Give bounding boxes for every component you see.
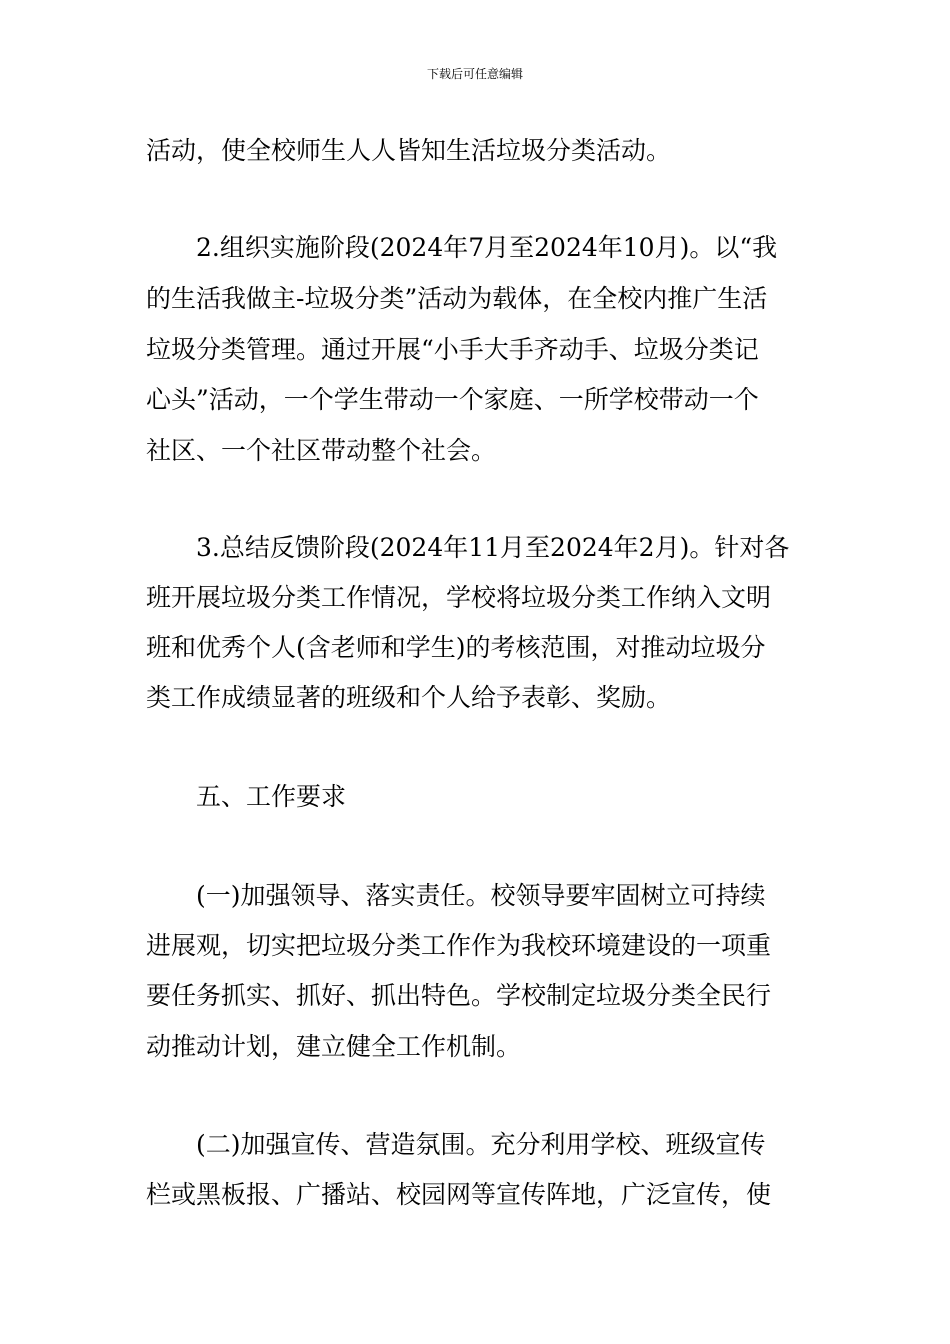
body-line: 类工作成绩显著的班级和个人给予表彰、奖励。 xyxy=(146,683,672,712)
body-line: 社区、一个社区带动整个社会。 xyxy=(146,436,497,465)
body-line: 班和优秀个人(含老师和学生)的考核范围，对推动垃圾分 xyxy=(146,633,766,662)
body-line: 垃圾分类管理。通过开展“小手大手齐动手、垃圾分类记 xyxy=(146,335,759,364)
header-note: 下载后可任意编辑 xyxy=(426,67,523,81)
body-line: 心头”活动，一个学生带动一个家庭、一所学校带动一个 xyxy=(146,385,759,414)
body-line: 3.总结反馈阶段(2024年11月至2024年2月)。针对各 xyxy=(196,533,790,562)
section-heading: 五、工作要求 xyxy=(196,782,347,811)
body-line: 进展观，切实把垃圾分类工作作为我校环境建设的一项重 xyxy=(146,931,772,960)
body-line: (二)加强宣传、营造氛围。充分利用学校、班级宣传 xyxy=(196,1130,766,1159)
body-line: 要任务抓实、抓好、抓出特色。学校制定垃圾分类全民行 xyxy=(146,981,772,1010)
body-line: 栏或黑板报、广播站、校园网等宣传阵地，广泛宣传，使 xyxy=(146,1180,772,1209)
body-line: 活动，使全校师生人人皆知生活垃圾分类活动。 xyxy=(146,136,672,165)
body-line: 的生活我做主-垃圾分类”活动为载体，在全校内推广生活 xyxy=(146,284,768,313)
body-line: (一)加强领导、落实责任。校领导要牢固树立可持续 xyxy=(196,881,766,910)
body-line: 2.组织实施阶段(2024年7月至2024年10月)。以“我 xyxy=(196,233,778,262)
body-line: 动推动计划，建立健全工作机制。 xyxy=(146,1032,522,1061)
body-line: 班开展垃圾分类工作情况，学校将垃圾分类工作纳入文明 xyxy=(146,583,772,612)
